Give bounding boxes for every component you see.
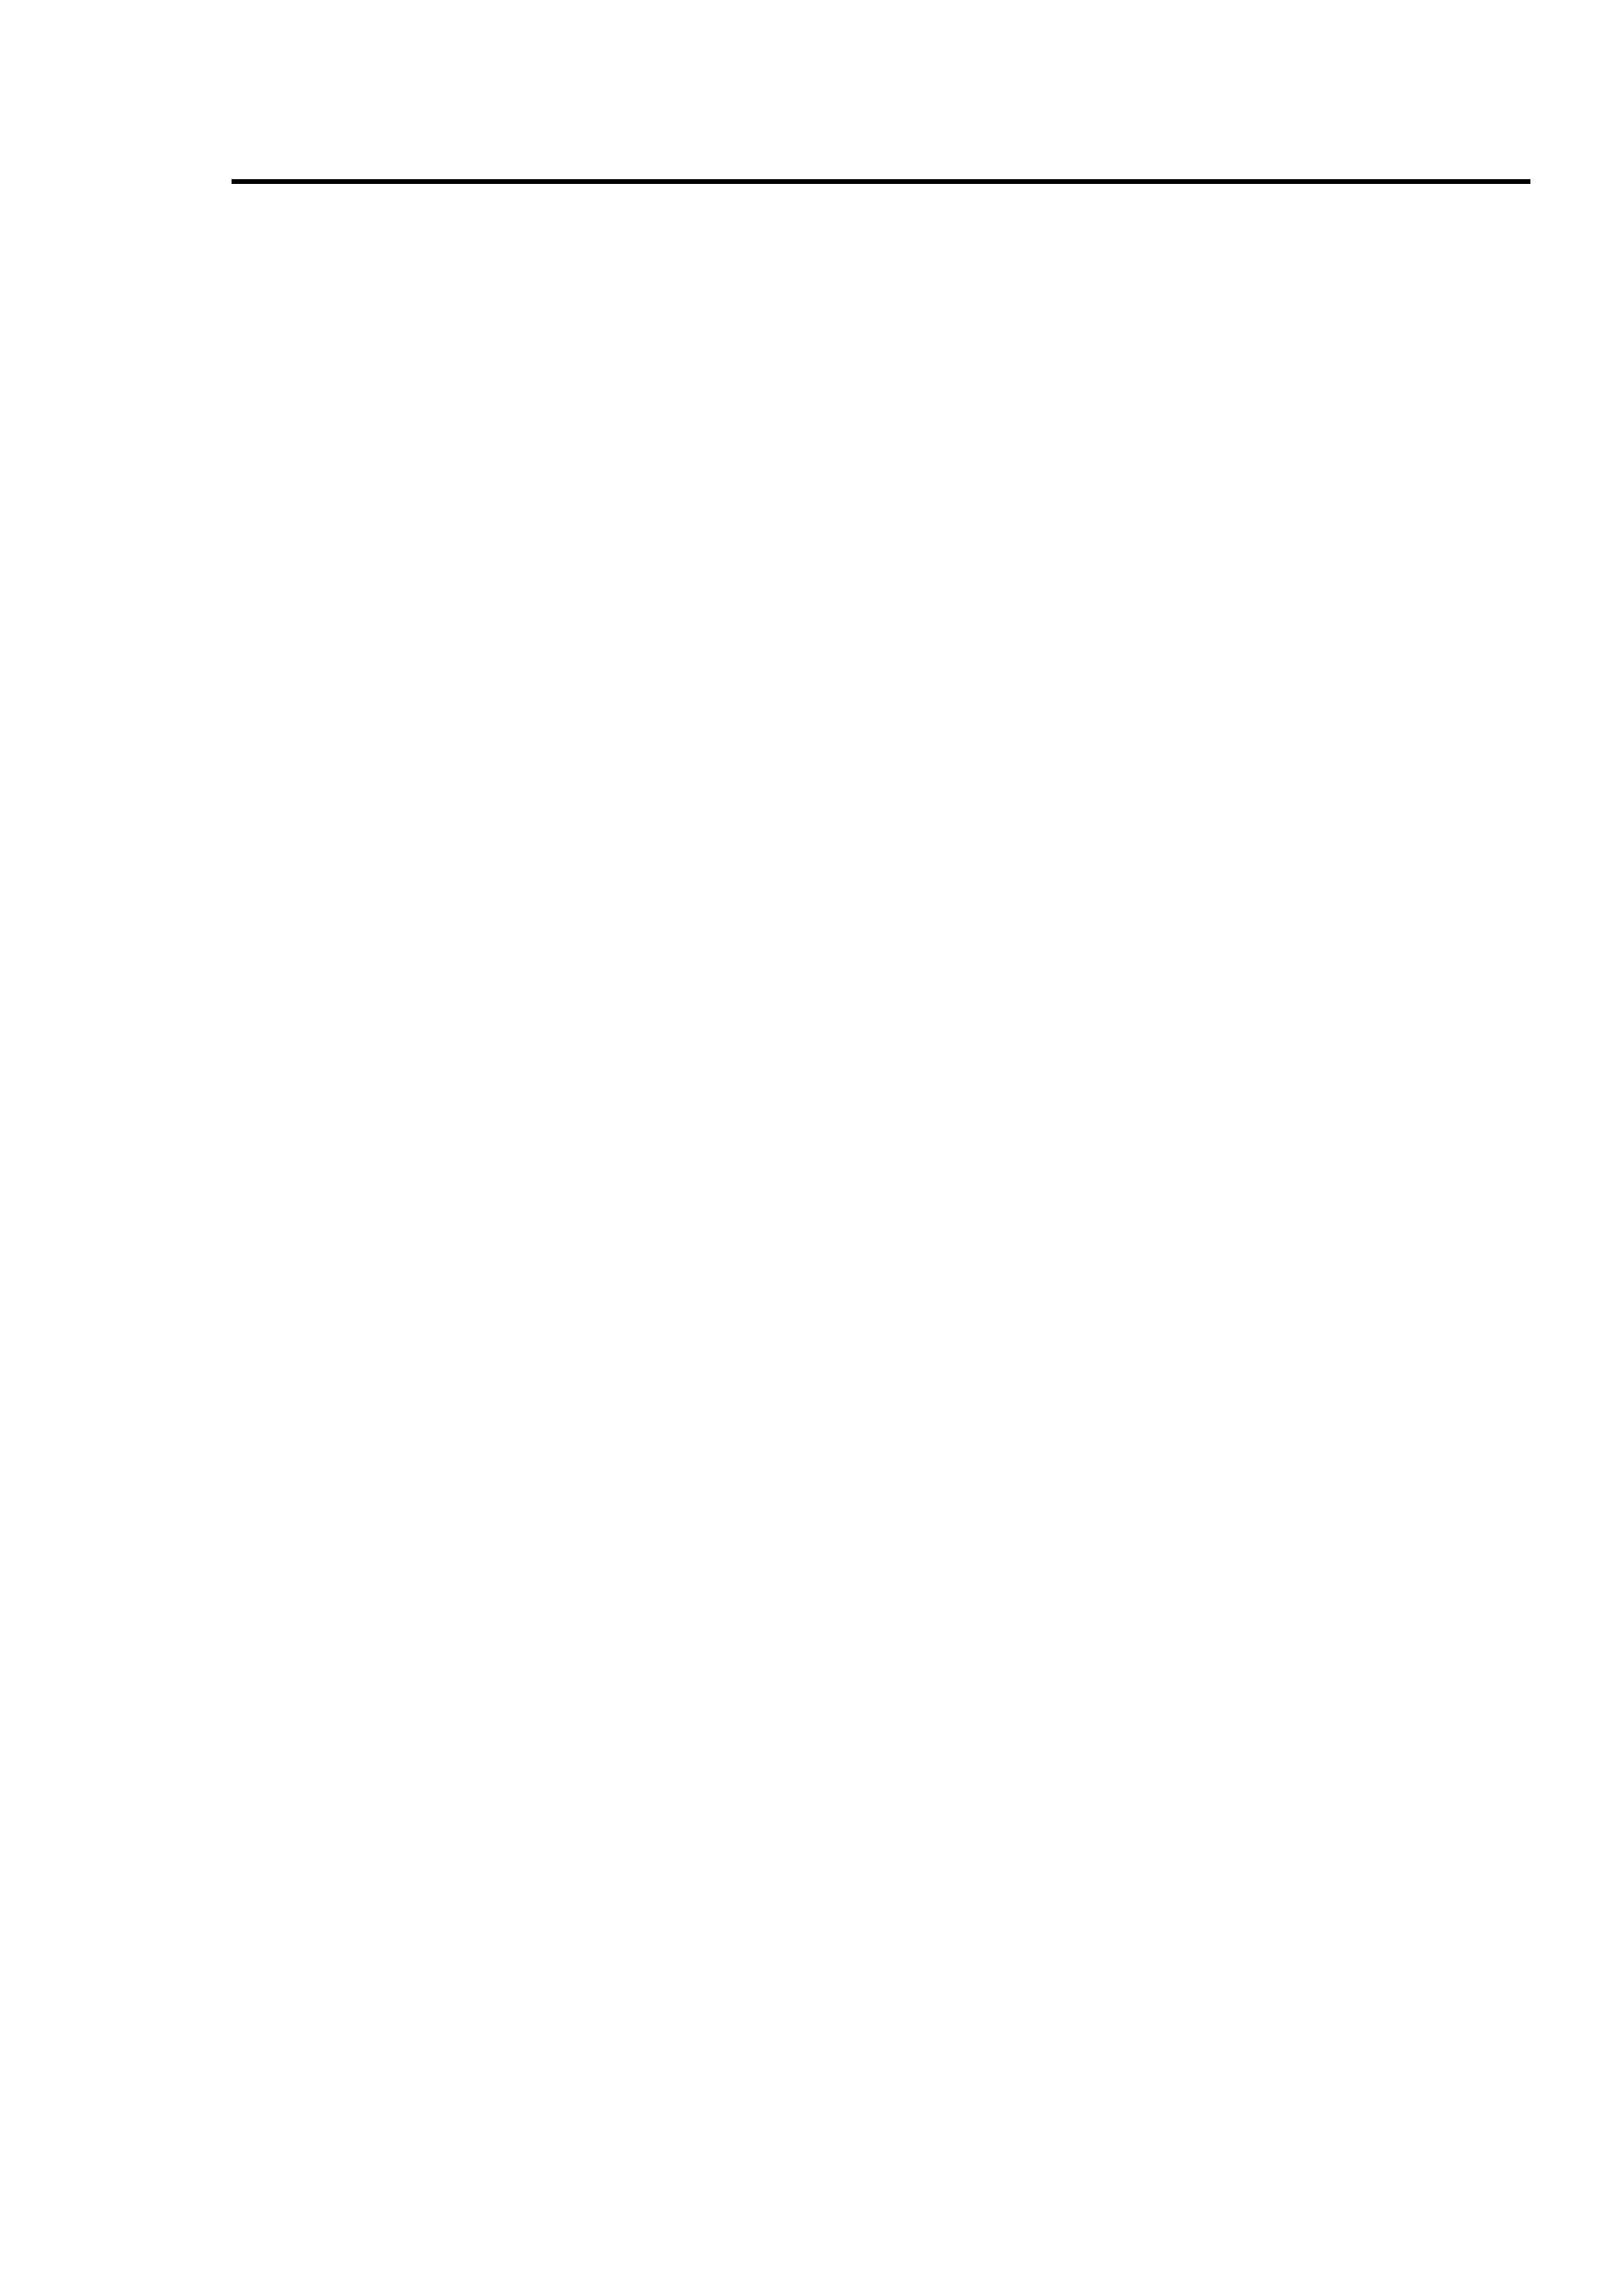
matching-table xyxy=(232,179,1530,184)
document-body xyxy=(232,173,1511,184)
table-row xyxy=(233,181,1530,183)
quote-cell xyxy=(233,181,979,183)
character-cell xyxy=(979,181,1530,183)
